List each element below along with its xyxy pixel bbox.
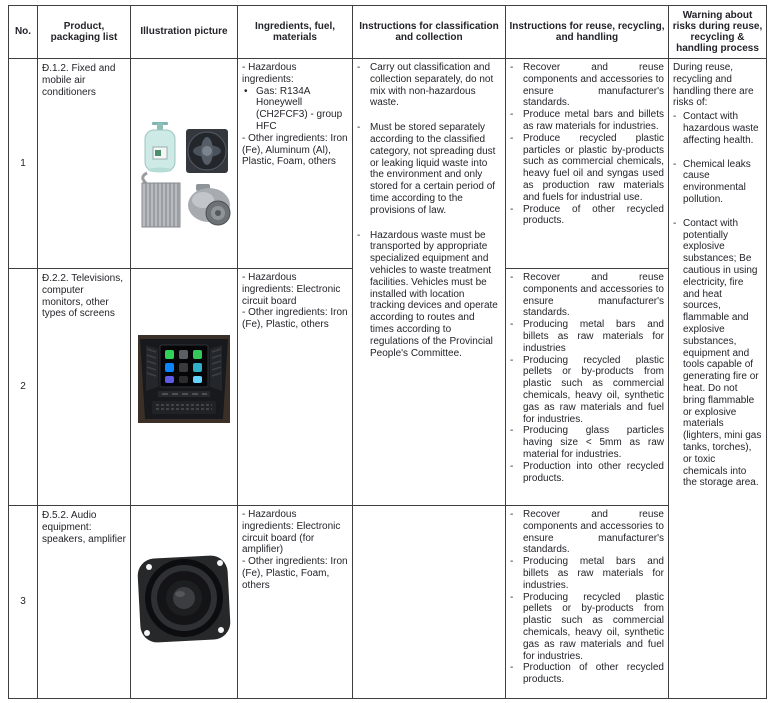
warning-cell	[669, 59, 767, 699]
reuse-item: - Produce recycled plastic particles or plastic by-products such as commercial chemicals, heavy fuel oil and syngas used as production raw materials and fuels for industrial use.	[510, 132, 664, 203]
reuse-item: - Producing recycled plastic pellets or by-products from plastic such as commercial chemicals, heavy oil, synthetic gas as raw materials and fuel for industries.	[510, 354, 664, 425]
dash-marker: -	[357, 229, 361, 241]
classification-item: - Must be stored separately according to the classified category, not spreading dust or leaking liquid waste into the environment and only stored for a certain period of time according to the provisions of law.	[357, 122, 496, 216]
reuse-item: - Producing recycled plastic pellets or by-products from plastic such as commercial chemicals, heavy oil, synthetic gas as raw materials and fuel for industries.	[510, 591, 664, 662]
table-row	[9, 59, 767, 269]
hazardous-ingredients: - Hazardous ingredients: Electronic circuit board (for amplifier)	[242, 509, 341, 556]
warning-item: - Contact with potentially explosive substances; Be cautious in using electricity, fire and heat sources, flammable and explosive substances, equipment and tools capable of generating fire or heat. Do not bring flammable or explosive materials (lighters, mini gas tanks, torches), or toxic chemicals into the storage area.	[673, 217, 762, 489]
ingredients-cell	[238, 269, 353, 506]
dash-marker: -	[357, 122, 361, 134]
dash-marker: -	[510, 460, 514, 472]
dash-marker: -	[673, 111, 677, 123]
reuse-item: - Recover and reuse components and accessories to ensure manufacturer's standards.	[510, 509, 664, 556]
waste-handling-table	[8, 5, 767, 699]
classification-cell-empty	[353, 506, 506, 699]
reuse-cell	[506, 506, 669, 699]
table-row	[9, 506, 767, 699]
classification-cell	[353, 59, 506, 506]
product-cell: Đ.2.2. Televisions, computer monitors, other types of screens	[38, 269, 131, 506]
other-ingredients: - Other ingredients: Iron (Fe), Plastic, Foam, others	[242, 556, 348, 591]
header-row	[9, 6, 767, 59]
dash-marker: -	[510, 354, 514, 366]
gas-ingredient: • Gas: R134A Honeywell (CH2FCF3) - group HFC	[244, 85, 343, 132]
reuse-item: - Producing metal bars and billets as raw materials for industries.	[510, 556, 664, 591]
dash-marker: -	[673, 158, 677, 170]
ingredients-cell	[238, 506, 353, 699]
dash-marker: -	[357, 62, 361, 73]
warning-item: - Contact with hazardous waste affecting health.	[673, 111, 759, 146]
reuse-item: - Production into other recycled products.	[510, 460, 664, 484]
col-header-no: No.	[9, 6, 38, 59]
product-cell: Đ.5.2. Audio equipment: speakers, amplifier	[38, 506, 131, 699]
col-header-reuse: Instructions for reuse, recycling, and handling	[506, 6, 669, 59]
dash-marker: -	[510, 203, 514, 215]
row-number: 2	[9, 269, 38, 506]
illustration-cell	[131, 269, 238, 506]
product-cell: Đ.1.2. Fixed and mobile air conditioners	[38, 59, 131, 269]
reuse-cell	[506, 269, 669, 506]
reuse-item: - Produce metal bars and billets as raw materials for industries.	[510, 109, 664, 132]
dash-marker: -	[510, 662, 514, 674]
dash-marker: -	[510, 591, 514, 603]
dash-marker: -	[510, 319, 514, 331]
illustration-cell	[131, 506, 238, 699]
loudspeaker-photo	[132, 550, 236, 648]
reuse-item: - Recover and reuse components and accessories to ensure manufacturer's standards.	[510, 272, 664, 319]
other-ingredients: - Other ingredients: Iron (Fe), Aluminum (Al), Plastic, Foam, others	[242, 132, 348, 168]
row-number: 3	[9, 506, 38, 699]
classification-item: - Hazardous waste must be transported by appropriate specialized equipment and vehicles to waste treatment facilities. Vehicles must be installed with location tracking devices and operate according to routes and times according to regulations of the Provincial People's Committee.	[357, 229, 498, 359]
dash-marker: -	[510, 556, 514, 568]
warning-intro: During reuse, recycling and handling there are risks of:	[673, 62, 754, 109]
dash-marker: -	[673, 217, 677, 229]
other-ingredients: - Other ingredients: Iron (Fe), Plastic, others	[242, 307, 348, 331]
warning-item: - Chemical leaks cause environmental pollution.	[673, 158, 751, 205]
reuse-item: - Producing glass particles having size < 5mm as raw material for industries.	[510, 425, 664, 460]
dash-marker: -	[510, 109, 514, 121]
row-number: 1	[9, 59, 38, 269]
reuse-item: - Recover and reuse components and accessories to ensure manufacturer's standards.	[510, 62, 664, 109]
ingredients-cell	[238, 59, 353, 269]
reuse-item: - Production of other recycled products.	[510, 662, 664, 686]
col-header-classification: Instructions for classification and collection	[353, 6, 506, 59]
dash-marker: -	[510, 509, 514, 520]
hazardous-ingredients: - Hazardous ingredients: Electronic circuit board	[242, 272, 341, 307]
dash-marker: -	[510, 272, 514, 283]
air-conditioner-parts-photo	[136, 121, 232, 233]
car-infotainment-screen-photo	[138, 335, 230, 423]
dash-marker: -	[510, 62, 514, 73]
col-header-ingredients: Ingredients, fuel, materials	[238, 6, 353, 59]
hazardous-ingredients: - Hazardous ingredients:	[242, 62, 297, 85]
bullet-marker: •	[244, 85, 248, 97]
col-header-warning: Warning about risks during reuse, recycling & handling process	[669, 6, 767, 59]
reuse-item: - Produce of other recycled products.	[510, 203, 664, 227]
col-header-product: Product, packaging list	[38, 6, 131, 59]
reuse-item: - Producing metal bars and billets as raw materials for industries	[510, 319, 664, 354]
classification-item: - Carry out classification and collection separately, do not mix with non-hazardous waste.	[357, 62, 494, 109]
col-header-illustration: Illustration picture	[131, 6, 238, 59]
dash-marker: -	[510, 132, 514, 144]
reuse-cell	[506, 59, 669, 269]
illustration-cell	[131, 59, 238, 269]
dash-marker: -	[510, 425, 514, 437]
